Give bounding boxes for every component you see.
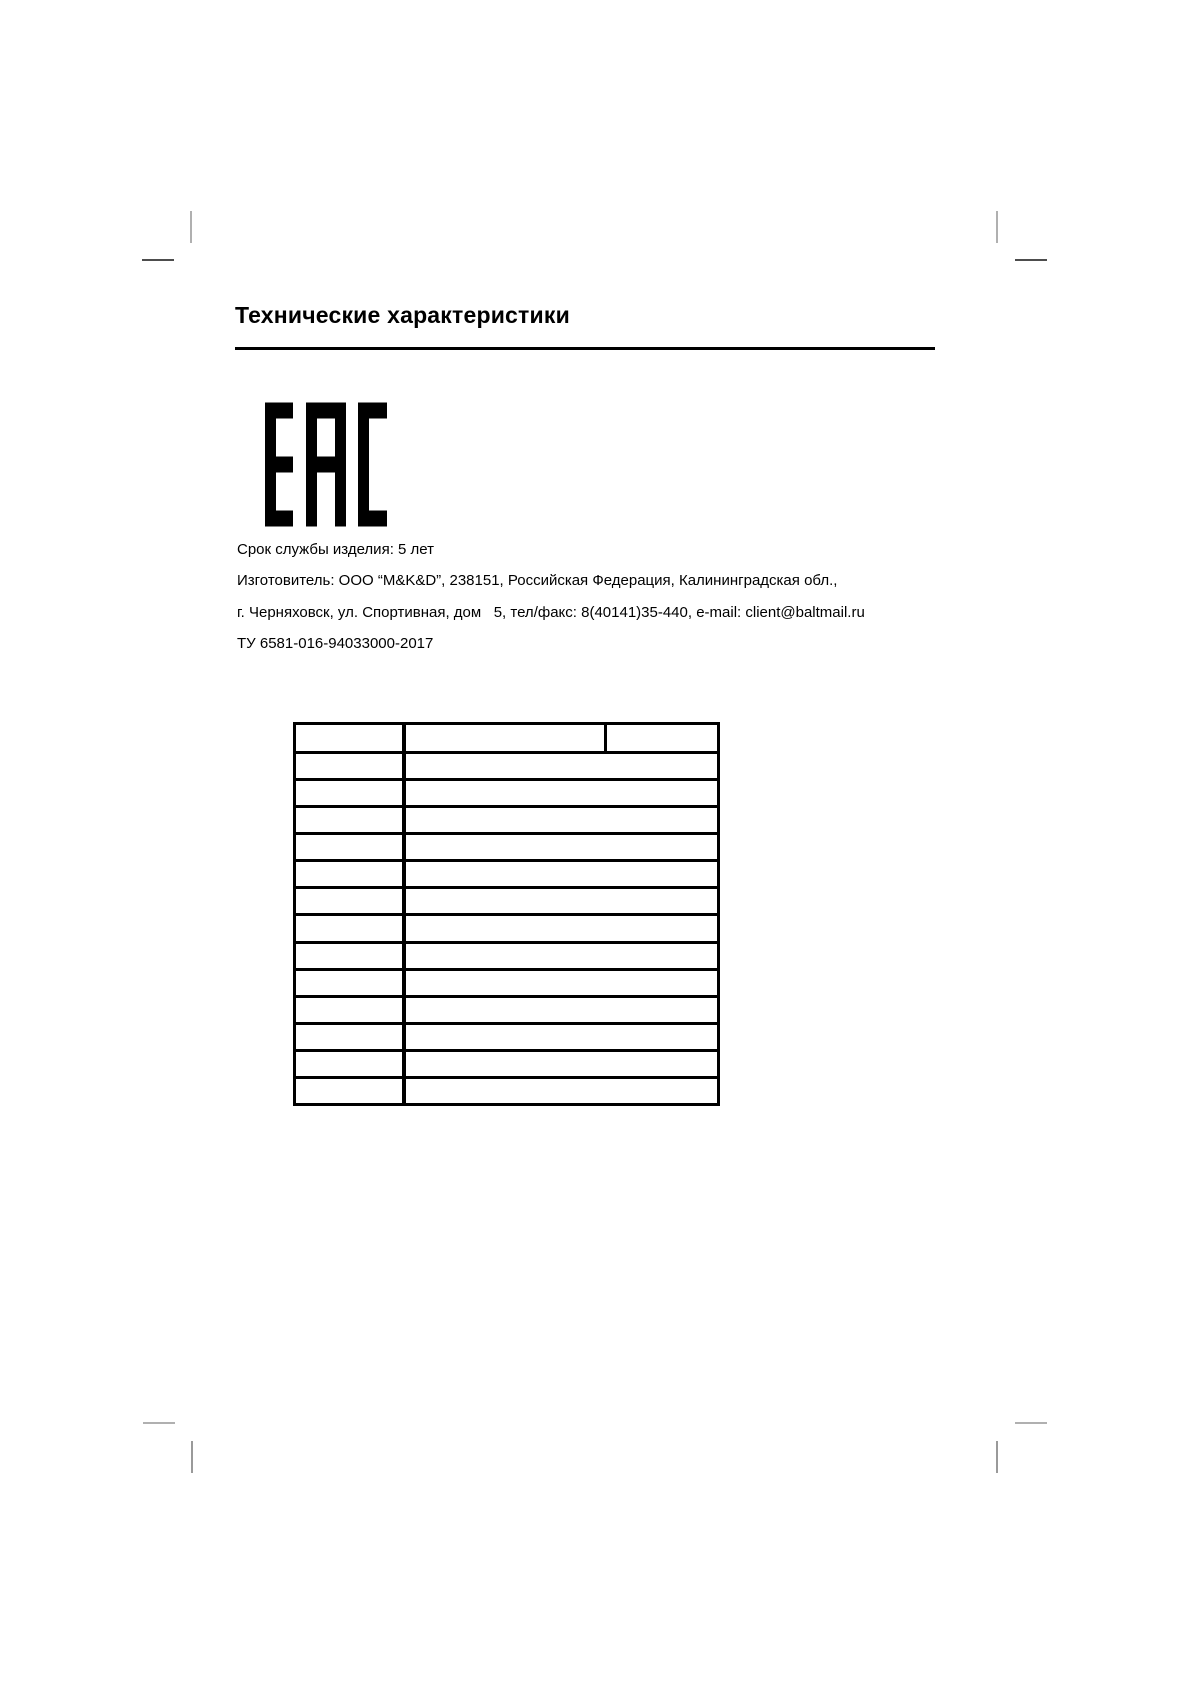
spec-table-cell: [406, 944, 717, 968]
spec-table-cell: [406, 1079, 717, 1103]
tu-standard-line: ТУ 6581-016-94033000-2017: [237, 635, 434, 653]
spec-table-cell: [406, 781, 717, 805]
spec-table-cell: [296, 998, 406, 1022]
spec-table-cell: [406, 754, 717, 778]
spec-table-cell: [296, 835, 406, 859]
spec-table-row: [296, 998, 717, 1025]
manufacturer-line: Изготовитель: ООО “M&K&D”, 238151, Российская Федерация, Калининградская обл.,: [237, 572, 838, 590]
crop-mark-bottom-right-vertical: [996, 1441, 998, 1473]
spec-table: [293, 722, 720, 1106]
spec-table-row: [296, 808, 717, 835]
spec-table-row: [296, 889, 717, 916]
crop-mark-bottom-left-vertical: [191, 1441, 193, 1473]
spec-table-header-row: [296, 725, 717, 754]
spec-table-row: [296, 1025, 717, 1052]
spec-table-cell: [406, 808, 717, 832]
page-title: Технические характеристики: [235, 302, 570, 328]
crop-mark-bottom-right-horizontal: [1015, 1422, 1047, 1424]
spec-table-header-cell: [296, 725, 406, 751]
spec-table-row: [296, 1052, 717, 1079]
spec-table-cell: [406, 1052, 717, 1076]
spec-table-header-cell: [406, 725, 607, 751]
spec-table-row: [296, 835, 717, 862]
spec-table-cell: [296, 1052, 406, 1076]
product-info-block: [237, 534, 865, 660]
spec-table-cell: [406, 862, 717, 886]
spec-table-cell: [296, 1025, 406, 1049]
spec-table-cell: [406, 998, 717, 1022]
eac-conformity-mark-icon: [265, 402, 387, 527]
crop-mark-bottom-left-horizontal: [143, 1422, 175, 1424]
spec-table-cell: [406, 916, 717, 940]
spec-table-row: [296, 754, 717, 781]
spec-table-cell: [406, 971, 717, 995]
crop-mark-top-right-horizontal: [1015, 259, 1047, 261]
spec-table-row: [296, 971, 717, 998]
spec-table-row: [296, 862, 717, 889]
spec-table-cell: [296, 862, 406, 886]
spec-table-cell: [296, 781, 406, 805]
spec-table-row: [296, 944, 717, 971]
title-underline-rule: [235, 347, 935, 350]
spec-table-cell: [296, 971, 406, 995]
crop-mark-top-right-vertical: [996, 211, 998, 243]
crop-mark-top-left-horizontal: [142, 259, 174, 261]
address-contact-line: г. Черняховск, ул. Спортивная, дом 5, тел/факс: 8(40141)35-440, e-mail: client@baltmail.ru: [237, 603, 865, 621]
spec-table-cell: [296, 889, 406, 913]
spec-table-cell: [296, 808, 406, 832]
spec-table-cell: [296, 754, 406, 778]
spec-table-cell: [406, 889, 717, 913]
spec-table-cell: [296, 916, 406, 940]
spec-table-header-cell: [607, 725, 717, 751]
spec-table-cell: [406, 835, 717, 859]
spec-table-row: [296, 1079, 717, 1103]
spec-table-cell: [406, 1025, 717, 1049]
service-life-line: Срок службы изделия: 5 лет: [237, 541, 434, 558]
crop-mark-top-left-vertical: [190, 211, 192, 243]
spec-table-row: [296, 916, 717, 943]
spec-table-cell: [296, 1079, 406, 1103]
spec-table-row: [296, 781, 717, 808]
spec-table-cell: [296, 944, 406, 968]
